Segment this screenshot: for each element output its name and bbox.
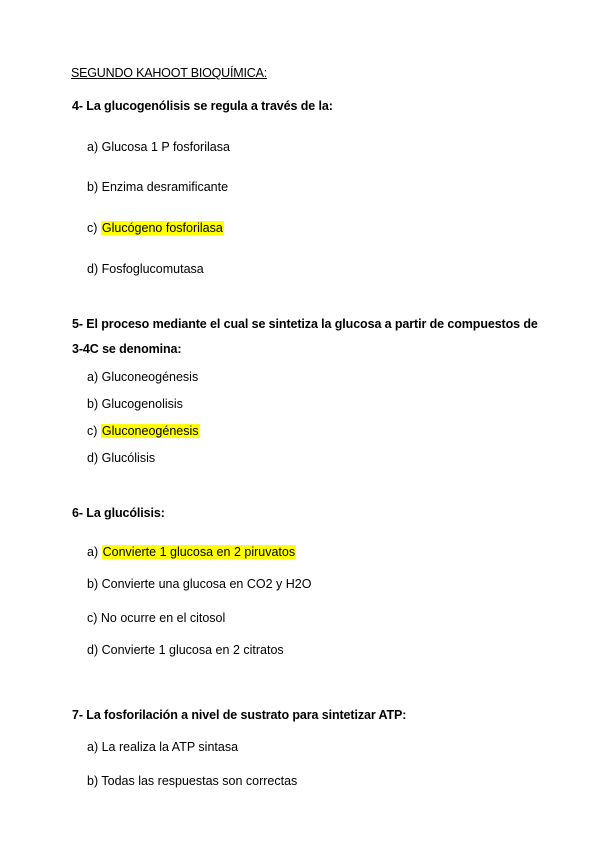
option-letter: b) — [87, 577, 99, 591]
option-letter: c) — [87, 221, 98, 235]
option-text: Convierte una glucosa en CO2 y H2O — [101, 577, 312, 591]
question-6-option-c — [87, 611, 225, 625]
question-6-option-b — [87, 577, 311, 591]
option-text: Glucosa 1 P fosforilasa — [101, 140, 230, 154]
question-4-option-c — [87, 221, 224, 235]
option-letter: d) — [87, 643, 99, 657]
question-5-option-a — [87, 370, 198, 384]
option-letter: a) — [87, 545, 99, 559]
question-5-option-d — [87, 451, 155, 465]
question-4-option-d — [87, 262, 204, 276]
option-text: Glucogenolisis — [101, 397, 183, 411]
option-text: Enzima desramificante — [101, 180, 229, 194]
option-text: Gluconeogénesis — [101, 370, 199, 384]
option-letter: a) — [87, 740, 99, 754]
option-letter: d) — [87, 262, 99, 276]
option-letter: a) — [87, 140, 99, 154]
question-6-option-a — [87, 545, 296, 559]
option-letter: b) — [87, 774, 99, 788]
question-5-prompt-line1: 5- El proceso mediante el cual se sintetiza la glucosa a partir de compuestos de — [72, 317, 538, 331]
option-text: Glucólisis — [101, 451, 156, 465]
question-5-option-b — [87, 397, 183, 411]
question-6-option-d — [87, 643, 284, 657]
question-4-option-b — [87, 180, 228, 194]
option-letter: b) — [87, 180, 99, 194]
option-letter: c) — [87, 424, 98, 438]
option-text: Convierte 1 glucosa en 2 citratos — [101, 643, 284, 657]
option-text: La realiza la ATP sintasa — [101, 740, 239, 754]
option-letter: c) — [87, 611, 98, 625]
question-7-option-b — [87, 774, 297, 788]
option-letter: b) — [87, 397, 99, 411]
option-text-highlighted: Convierte 1 glucosa en 2 piruvatos — [102, 545, 296, 559]
option-letter: a) — [87, 370, 99, 384]
option-text-highlighted: Glucógeno fosforilasa — [101, 221, 223, 235]
question-4-prompt: 4- La glucogenólisis se regula a través de la: — [72, 99, 333, 113]
option-text-highlighted: Gluconeogénesis — [101, 424, 199, 438]
question-7-prompt: 7- La fosforilación a nivel de sustrato para sintetizar ATP: — [72, 708, 407, 722]
question-4-option-a — [87, 140, 230, 154]
document-title: SEGUNDO KAHOOT BIOQUÍMICA: — [71, 66, 267, 80]
question-6-prompt: 6- La glucólisis: — [72, 506, 165, 520]
question-5-prompt-line2: 3-4C se denomina: — [72, 342, 182, 356]
question-5-option-c — [87, 424, 200, 438]
option-text: Todas las respuestas son correctas — [101, 774, 298, 788]
option-text: Fosfoglucomutasa — [101, 262, 204, 276]
option-text: No ocurre en el citosol — [100, 611, 226, 625]
option-letter: d) — [87, 451, 99, 465]
question-7-option-a — [87, 740, 238, 754]
